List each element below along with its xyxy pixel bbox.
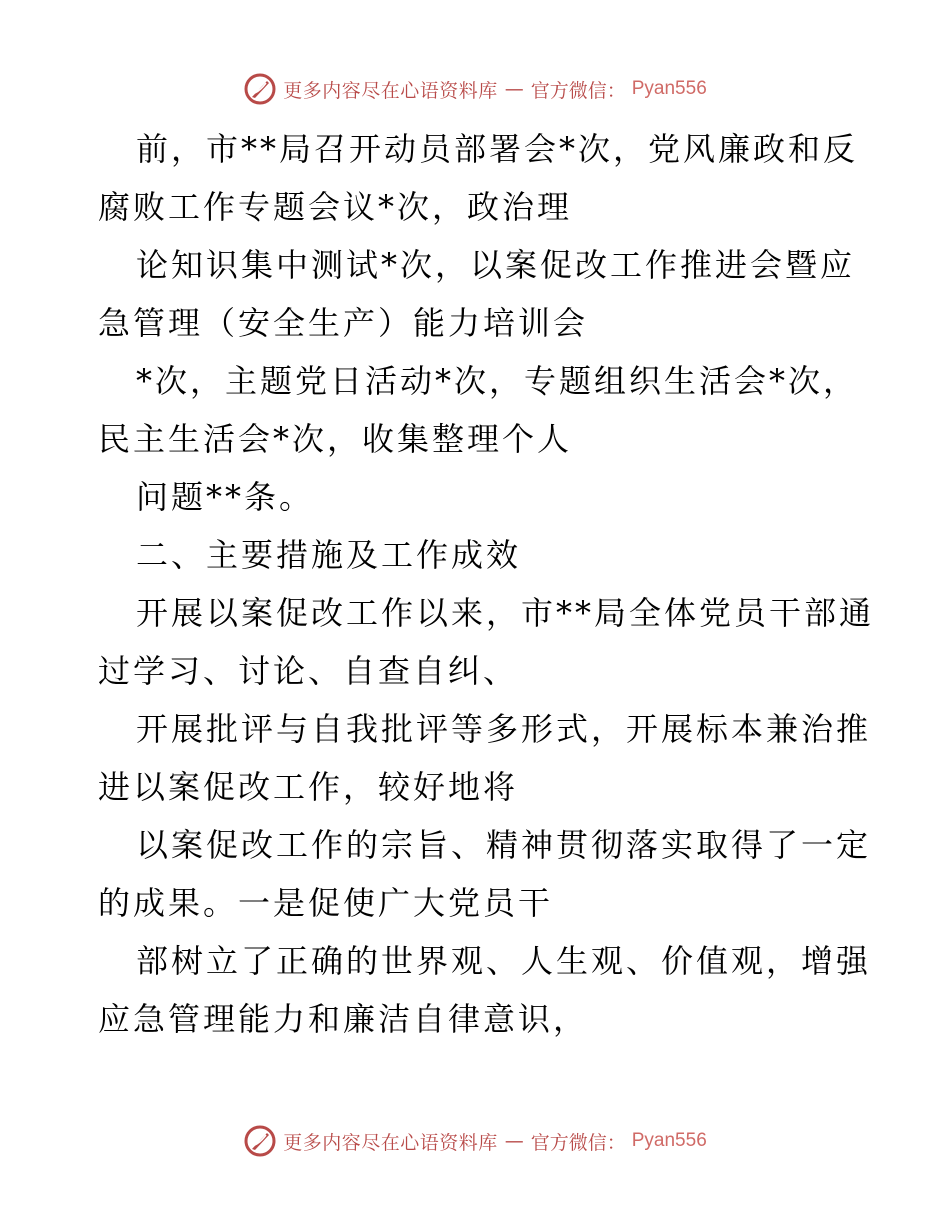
body-text-line: 二、主要措施及工作成效 xyxy=(136,536,522,574)
header-watermark-banner xyxy=(0,72,950,106)
body-text-line: 进以案促改工作，较好地将 xyxy=(98,768,519,806)
footer-banner-separator: — xyxy=(504,1130,524,1152)
body-text-line: 以案促改工作的宗旨、精神贯彻落实取得了一定 xyxy=(136,826,872,864)
feather-pen-logo-icon xyxy=(243,72,277,106)
body-text-line: 开展批评与自我批评等多形式，开展标本兼治推 xyxy=(136,710,872,748)
body-text-line: 问题**条。 xyxy=(136,478,315,516)
body-text-line: 应急管理能力和廉洁自律意识， xyxy=(98,1000,589,1038)
body-text-line: 民主生活会*次，收集整理个人 xyxy=(98,420,573,458)
footer-banner-wechat-label: 官方微信： xyxy=(530,1131,626,1154)
document-body xyxy=(98,120,875,1048)
feather-pen-logo-icon xyxy=(243,1124,277,1158)
body-text-line: 论知识集中测试*次，以案促改工作推进会暨应 xyxy=(136,246,856,284)
body-text-line: *次，主题党日活动*次，专题组织生活会*次， xyxy=(136,362,859,400)
footer-banner-wechat-id: Pyan556 xyxy=(631,1130,707,1151)
header-banner-separator: — xyxy=(504,78,524,100)
body-text-line: 部树立了正确的世界观、人生观、价值观，增强 xyxy=(136,942,872,980)
header-banner-wechat-label: 官方微信： xyxy=(530,79,626,102)
body-text-line: 过学习、讨论、自查自纠、 xyxy=(98,652,519,690)
body-text-line: 的成果。一是促使广大党员干 xyxy=(98,884,554,922)
footer-watermark-banner xyxy=(0,1124,950,1158)
body-text-line: 腐败工作专题会议*次，政治理 xyxy=(98,188,573,226)
body-text-line: 急管理（安全生产）能力培训会 xyxy=(98,304,589,342)
body-text-line: 开展以案促改工作以来，市**局全体党员干部通 xyxy=(136,594,875,632)
header-banner-wechat-id: Pyan556 xyxy=(631,78,707,99)
header-banner-text: 更多内容尽在心语资料库 xyxy=(283,79,498,102)
body-text-line: 前，市**局召开动员部署会*次，党风廉政和反 xyxy=(136,130,859,168)
footer-banner-text: 更多内容尽在心语资料库 xyxy=(283,1131,498,1154)
